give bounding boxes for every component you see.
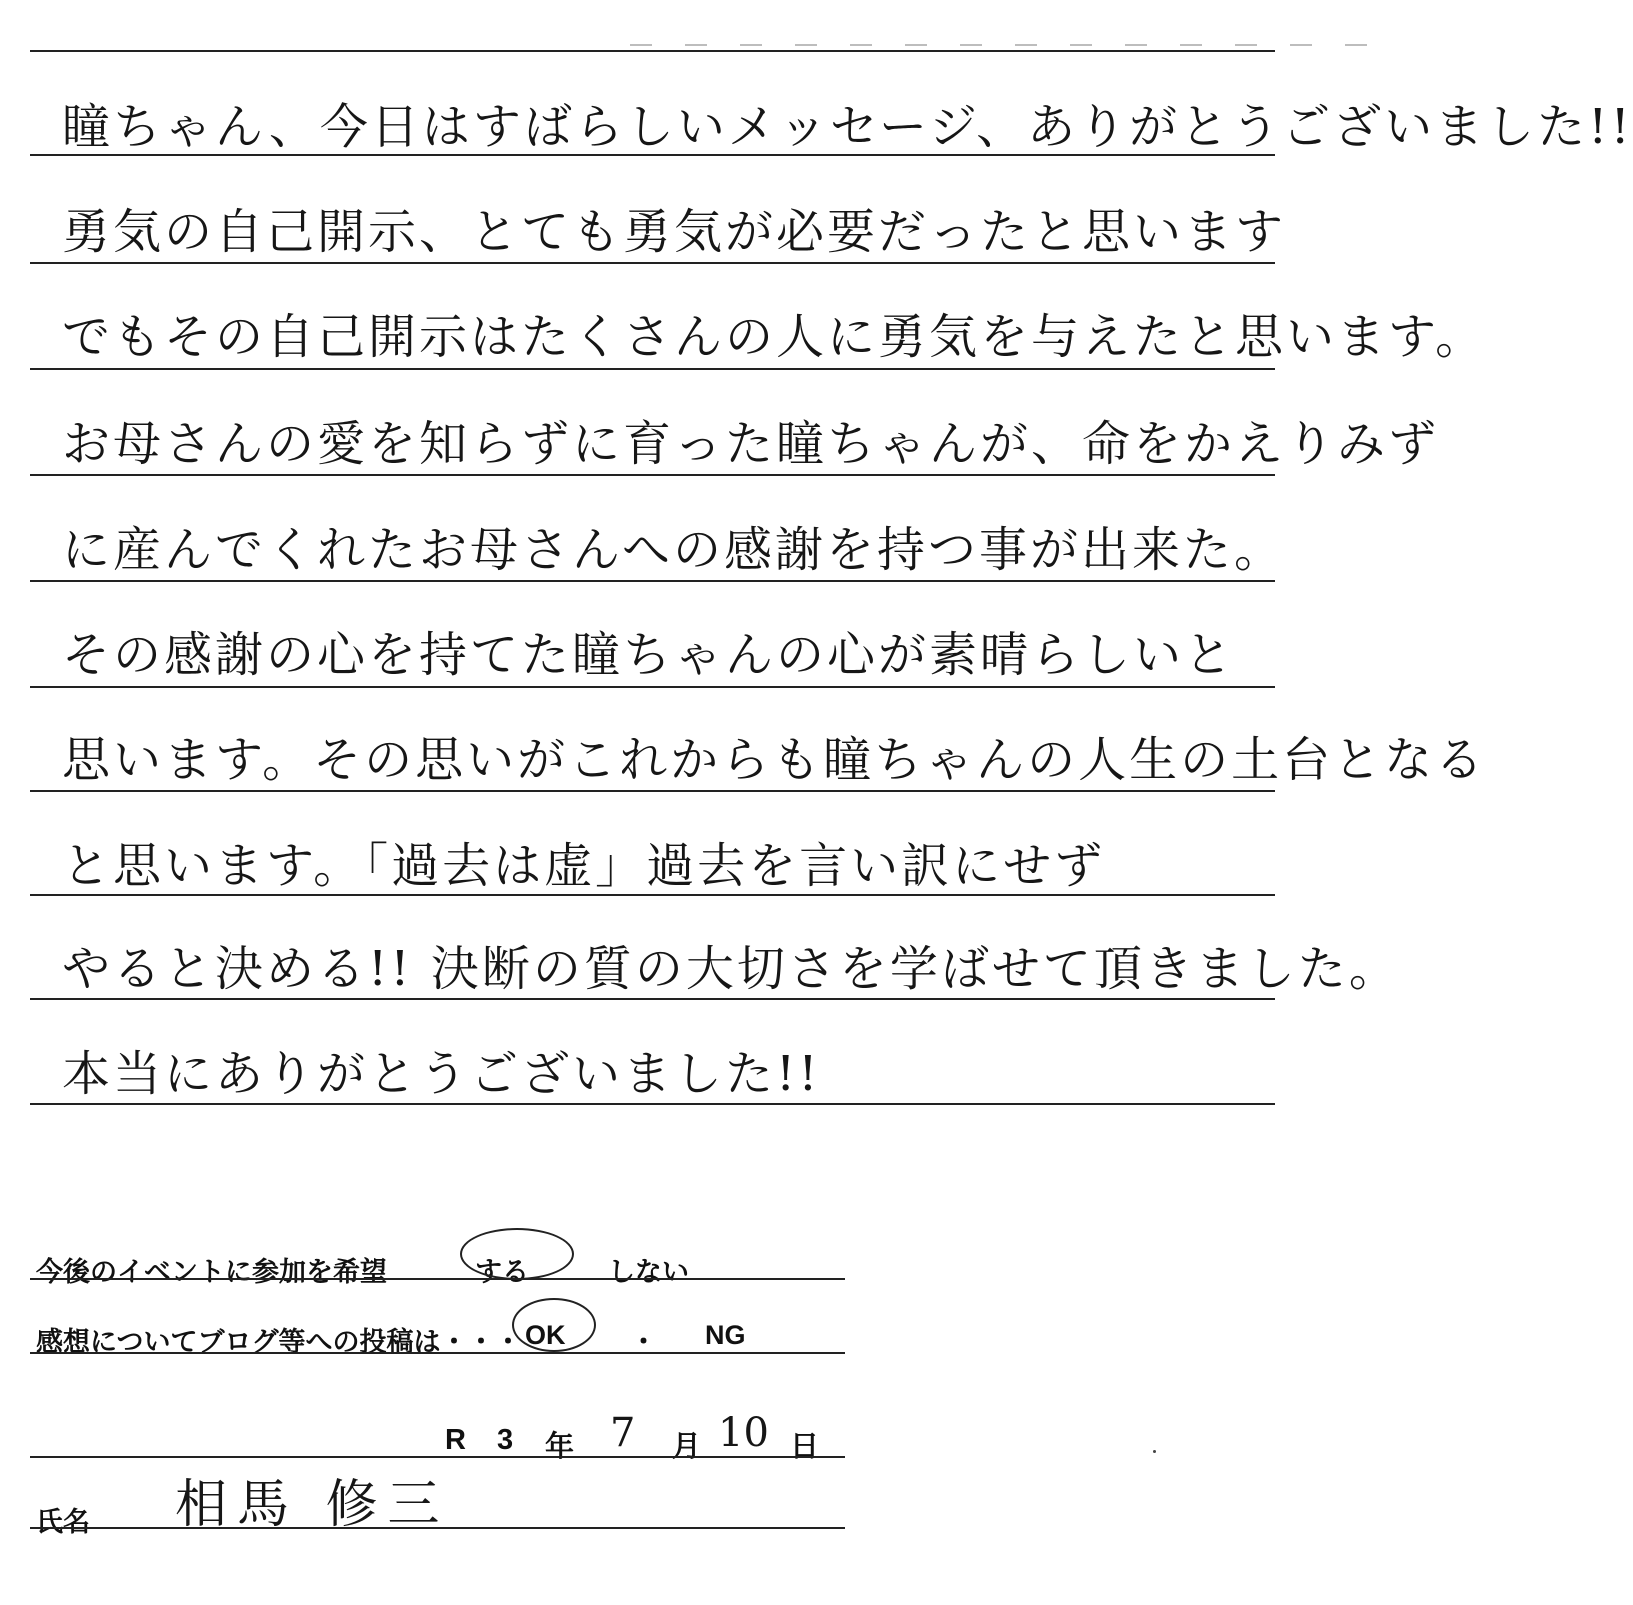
date-month-value: 7: [610, 1410, 636, 1456]
blog-posting-label: 感想についてブログ等への投稿は・・・: [36, 1327, 522, 1357]
ruled-line: [30, 154, 1275, 156]
date-day-value: 10: [718, 1410, 769, 1456]
blog-ng-option[interactable]: NG: [705, 1320, 746, 1350]
date-era: R: [445, 1424, 466, 1456]
blog-separator: ・: [630, 1327, 657, 1357]
message-line-6: その感謝の心を持てた瞳ちゃんの心が素晴らしいと: [62, 627, 1236, 683]
blog-ok-option[interactable]: OK: [525, 1320, 566, 1350]
event-participation-label: 今後のイベントに参加を希望: [36, 1257, 387, 1287]
message-line-8: と思います。「過去は虚」過去を言い訳にせず: [62, 838, 1106, 894]
ruled-line: [30, 580, 1275, 582]
date-year-unit: 年: [545, 1431, 575, 1463]
ruled-line: [30, 262, 1275, 264]
ruled-line: [30, 998, 1275, 1000]
date-month-unit: 月: [672, 1431, 702, 1463]
ruled-line: [30, 50, 1275, 52]
ruled-line: [30, 474, 1275, 476]
name-signature: 相馬 修三: [175, 1475, 450, 1535]
event-yes-option[interactable]: する: [475, 1257, 529, 1287]
message-line-7: 思います。その思いがこれからも瞳ちゃんの人生の土台となる: [62, 732, 1487, 788]
date-year: 3: [497, 1424, 514, 1456]
name-label: 氏名: [36, 1507, 90, 1537]
ruled-line: [30, 686, 1275, 688]
ruled-line: [30, 790, 1275, 792]
ruled-line: [30, 1103, 1275, 1105]
scan-artifact-marks: [630, 44, 1390, 46]
event-no-option[interactable]: しない: [608, 1257, 689, 1287]
ruled-line: [30, 894, 1275, 896]
selected-circle-mark: [512, 1298, 596, 1352]
selected-circle-mark: [460, 1228, 574, 1280]
date-day-unit: 日: [790, 1431, 820, 1463]
message-line-4: お母さんの愛を知らずに育った瞳ちゃんが、命をかえりみず: [62, 416, 1440, 472]
message-line-1: 瞳ちゃん、今日はすばらしいメッセージ、ありがとうございました!!: [62, 99, 1633, 155]
form-rule: [30, 1278, 845, 1280]
message-line-9: やると決める!! 決断の質の大切さを学ばせて頂きました。: [62, 941, 1400, 997]
message-line-2: 勇気の自己開示、とても勇気が必要だったと思います: [62, 204, 1287, 260]
message-line-3: でもその自己開示はたくさんの人に勇気を与えたと思います。: [62, 309, 1487, 365]
form-rule: [30, 1456, 845, 1458]
form-rule: [30, 1527, 845, 1529]
message-line-10: 本当にありがとうございました!!: [62, 1046, 821, 1102]
ruled-line: [30, 368, 1275, 370]
message-line-5: に産んでくれたお母さんへの感謝を持つ事が出来た。: [62, 522, 1286, 578]
form-rule: [30, 1352, 845, 1354]
scan-speck: [1153, 1450, 1156, 1453]
